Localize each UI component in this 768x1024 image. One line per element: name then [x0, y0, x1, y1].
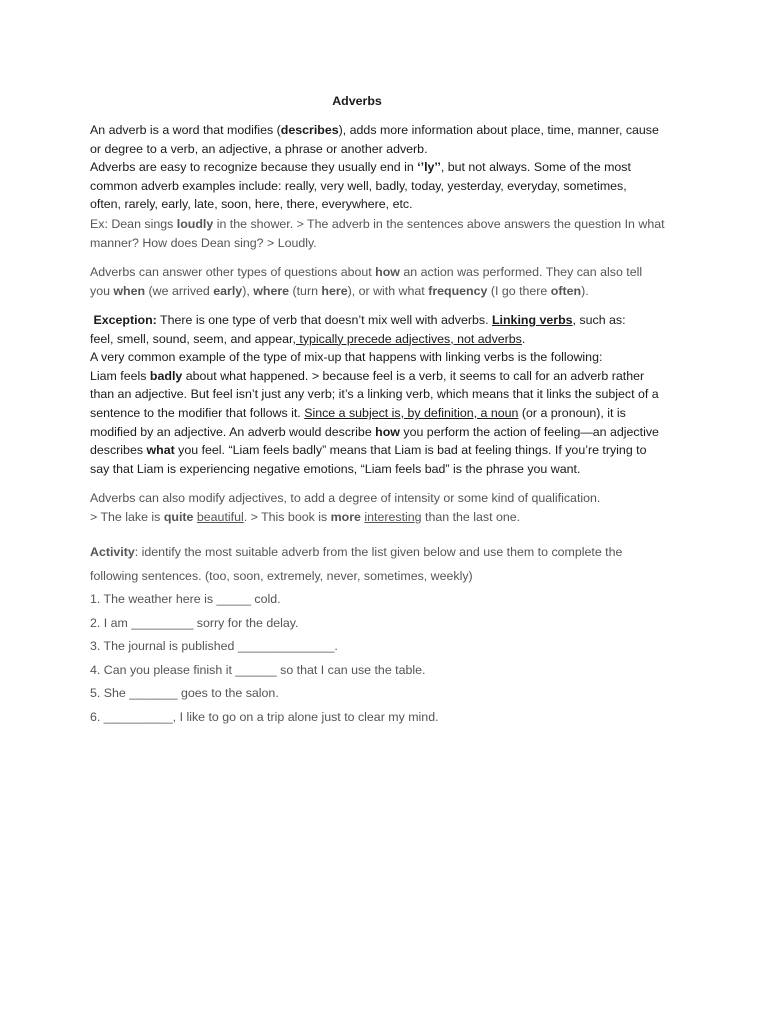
exception-paragraph	[90, 311, 680, 478]
text-line: > The lake is quite beautiful. > This book is more interesting than the last one.	[90, 509, 521, 524]
activity-instructions: Activity: identify the most suitable adverb from the list given below and use them to complete the	[90, 545, 623, 559]
text-line: Adverbs can answer other types of questions about how an action was performed. They can also tell	[90, 265, 643, 279]
activity-instructions: following sentences. (too, soon, extremely, never, sometimes, weekly)	[90, 568, 473, 583]
text-line: often, rarely, early, late, soon, here, there, everywhere, etc.	[90, 197, 413, 212]
text-line: modified by an adjective. An adverb would describe how you perform the action of feeling—an adjective	[90, 424, 659, 439]
exercise-item: 3. The journal is published ______________.	[90, 639, 338, 653]
exercise-item: 5. She _______ goes to the salon.	[90, 686, 279, 700]
text-line: sentence to the modifier that follows it. Since a subject is, by definition, a noun (or a pronoun), it is	[90, 405, 626, 420]
text-line: say that Liam is experiencing negative emotions, “Liam feels bad” is the phrase you want.	[90, 461, 581, 476]
definition-paragraph	[90, 121, 680, 214]
text-line: Exception: There is one type of verb that doesn’t mix well with adverbs. Linking verbs, such as:	[93, 313, 626, 327]
text-line: manner? How does Dean sing? > Loudly.	[90, 235, 317, 250]
text-line: Adverbs can also modify adjectives, to add a degree of intensity or some kind of qualification.	[90, 491, 601, 505]
text-line: or degree to a verb, an adjective, a phrase or another adverb.	[90, 141, 428, 156]
exercise-item: 4. Can you please finish it ______ so that I can use the table.	[90, 662, 426, 677]
text-line: Adverbs are easy to recognize because they usually end in ‘’ly’’, but not always. Some of the most	[90, 160, 631, 175]
example-paragraph	[90, 215, 680, 252]
exercise-item: 6. __________, I like to go on a trip alone just to clear my mind.	[90, 709, 439, 724]
text-line: than an adjective. But feel isn’t just any verb; it’s a linking verb, which means that it links the subject of a	[90, 387, 659, 402]
text-line: feel, smell, sound, seem, and appear, typically precede adjectives, not adverbs.	[90, 331, 526, 346]
text-line: An adverb is a word that modifies (describes), adds more information about place, time, manner, cause	[90, 123, 659, 137]
text-line: common adverb examples include: really, very well, badly, today, yesterday, everyday, sometimes,	[90, 178, 627, 193]
activity-section	[90, 541, 690, 729]
exercise-item: 1. The weather here is _____ cold.	[90, 592, 281, 606]
text-line: Liam feels badly about what happened. > because feel is a verb, it seems to call for an adverb rather	[90, 368, 645, 383]
text-line: Ex: Dean sings loudly in the shower. > The adverb in the sentences above answers the question In what	[90, 217, 665, 231]
question-types-paragraph	[90, 263, 680, 300]
page-title: Adverbs	[332, 94, 382, 108]
text-line: describes what you feel. “Liam feels badly” means that Liam is bad at feeling things. If you’re trying to	[90, 443, 647, 458]
text-line: A very common example of the type of mix-up that happens with linking verbs is the following:	[90, 350, 603, 365]
text-line: you when (we arrived early), where (turn here), or with what frequency (I go there often).	[90, 283, 589, 298]
exercise-item: 2. I am _________ sorry for the delay.	[90, 615, 299, 630]
adjectives-paragraph	[90, 489, 680, 526]
